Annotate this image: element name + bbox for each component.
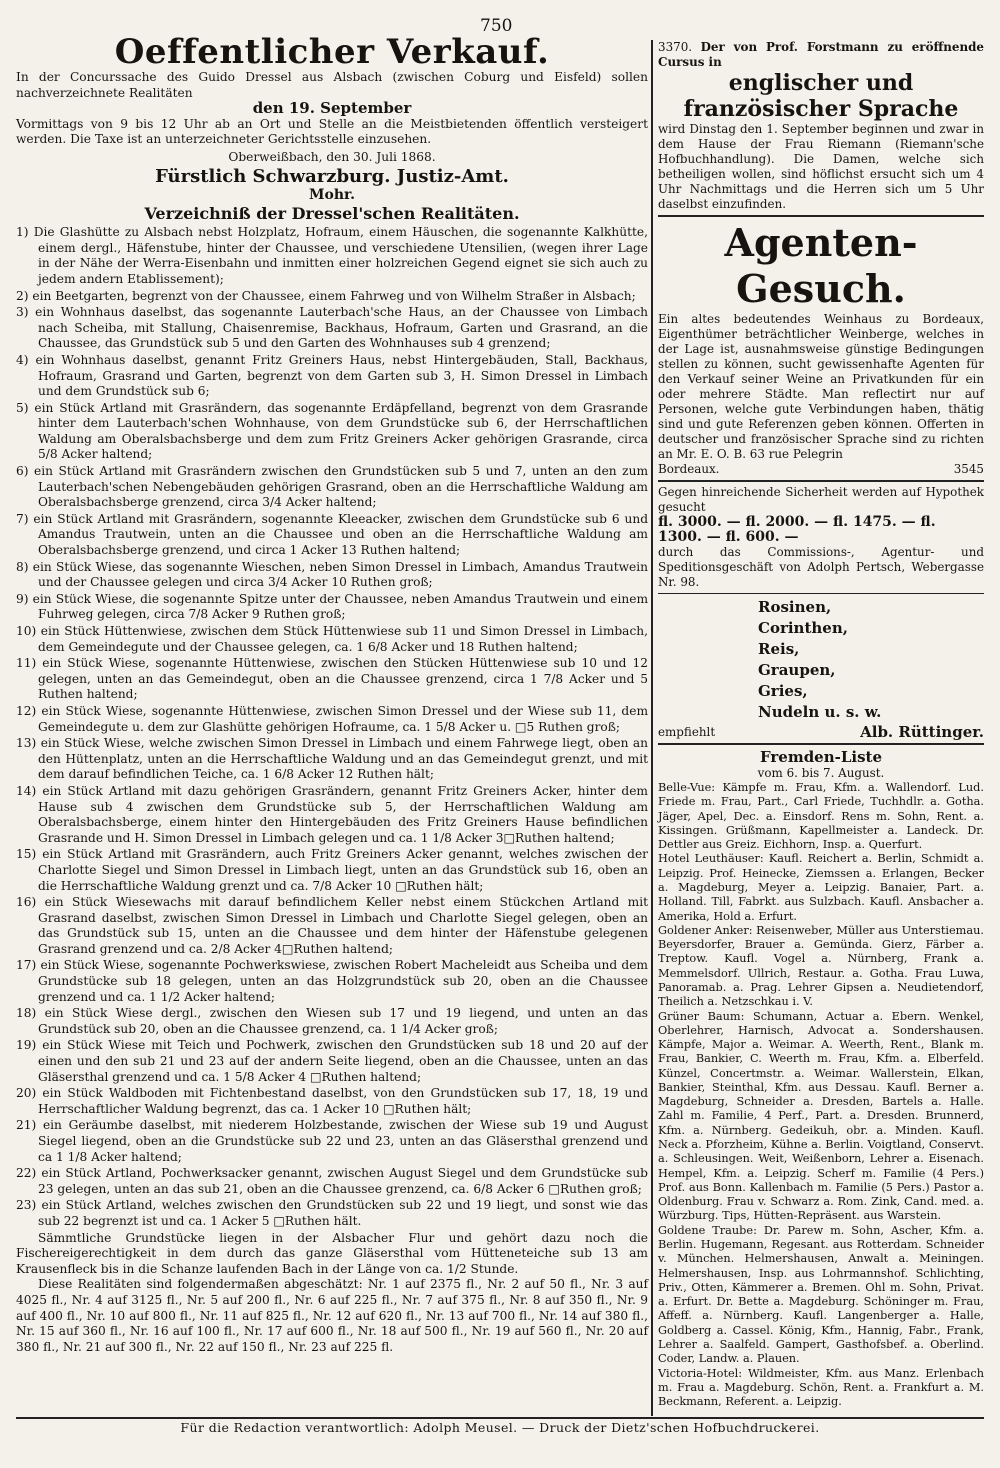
left-column (16, 34, 648, 1355)
property-item: 7) ein Stück Artland mit Grasrändern, sogenannte Kleeacker, zwischen dem Grundstücke sub 6 und Amandus Trautwein, unten an die Chaussee und oben an die Herrschaftliche Waldung am Oberalsbachsberge grenzend, und circa 1 Acker 13 Ruthen haltend; (16, 511, 648, 558)
agent-text: Ein altes bedeutendes Weinhaus zu Bordeaux, Eigenthümer beträchtlicher Weinberge, welches in der Lage ist, ausnahmsweise günstige Bedingungen stellen zu können, sucht gewissenhafte Agenten für den Verkauf seiner Weine an Privatkunden für ein oder mehrere Städte. Man reflectirt nur auf Personen, welche gute Verbindungen haben, thätig sind und gute Referenzen geben können. Offerten in deutscher und französischer Sprache sind zu richten an Mr. E. O. B. 63 rue Pelegrin (658, 312, 984, 461)
guest-entries (658, 781, 984, 1409)
course-title: englischer und französischer Sprache (683, 70, 959, 122)
property-item: 5) ein Stück Artland mit Grasrändern, das sogenannte Erdäpfelland, begrenzt von dem Grasrande hinter dem Lauterbach'schen Wohnhause, von dem Grundstücke sub 6, der Herrschaftlichen Waldung am Oberalsbachsberge und dem zum Fritz Greiners Acker gehörigen Grasrande, circa 5/8 Acker haltend; (16, 400, 648, 462)
guest-list-title: Fremden-Liste (759, 748, 883, 766)
course-notice (658, 40, 984, 212)
property-item: 12) ein Stück Wiese, sogenannte Hüttenwiese, zwischen Simon Dressel und der Wiese sub 11, dem Gemeindegute u. dem zur Glashütte gehörigen Hofraume, ca. 1 5/8 Acker u. □5 Ruthen groß; (16, 703, 648, 734)
list-title: Verzeichniß der Dressel'schen Realitäten. (144, 204, 520, 224)
authority: Fürstlich Schwarzburg. Justiz-Amt. (155, 165, 509, 187)
course-text: wird Dinstag den 1. September beginnen und zwar in dem Hause der Frau Riemann (Riemann'sche Hofbuchhandlung). Die Damen, welche sich betheiligen wollen, sind höflichst ersucht sich um 4 Uhr Nachmittags und die Herren sich um 5 Uhr daselbst einzufinden. (658, 122, 984, 211)
column-divider (651, 40, 653, 1416)
separator (658, 215, 984, 217)
property-item: 17) ein Stück Wiese, sogenannte Pochwerkswiese, zwischen Robert Macheleidt aus Scheiba und dem Grundstücke sub 18 gelegen, unten an das Holzgrundstück sub 20, oben an die Chaussee grenzend und ca. 1 1/2 Acker haltend; (16, 958, 648, 1004)
footer-rule (16, 1417, 984, 1419)
separator (658, 593, 984, 594)
goods-item: Corinthen, (758, 619, 848, 637)
mortgage-tail: durch das Commissions-, Agentur- und Speditionsgeschäft von Adolph Pertsch, Webergasse Nr. 98. (658, 545, 984, 589)
mortgage-amounts: fl. 3000. — fl. 2000. — fl. 1475. — fl. 1300. — fl. 600. — (658, 514, 936, 545)
property-item: 21) ein Geräumbe daselbst, mit niederem Holzbestande, zwischen der Wiese sub 19 und August Siegel liegend, oben an die Grundstücke sub 22 und 23, unten an das Gläsersthal grenzend und ca 1 1/8 Acker haltend; (16, 1118, 648, 1164)
guest-entry: Belle-Vue: Kämpfe m. Frau, Kfm. a. Wallendorf. Lud. Friede m. Frau, Part., Carl Friede, Tuchhdlr. a. Gotha. Jäger, Apel, Dec. a. Einsdorf. Rens m. Sohn, Rent. a. Kissingen. Grüßmann, Kapellmeister a. Landeck. Dr. Dettler aus Greiz. Eichhorn, Insp. a. Querfurt. (658, 781, 984, 852)
property-item: 13) ein Stück Wiese, welche zwischen Simon Dressel in Limbach und einem Fahrwege liegt, oben an den Hüttenplatz, unten an die Herrschaftliche Waldung und an das Gemeindegut grenzt, und mit dem darauf befindlichen Teiche, ca. 1 6/8 Acker 12 Ruthen hält; (16, 736, 648, 782)
signature: Mohr. (309, 186, 355, 203)
guest-entry: Goldene Traube: Dr. Parew m. Sohn, Ascher, Kfm. a. Berlin. Hugemann, Regesant. aus Rotterdam. Schneider v. München. Helmershausen, Anwalt a. Meiningen. Helmershausen, Insp. aus Lohrmannshof. Schlichting, Priv., Otten, Kämmerer a. Bremen. Ohl m. Sohn, Privat. a. Erfurt. Dr. Bette a. Magdeburg. Schöninger m. Frau, Affeff. a. Nürnberg. Kaufl. Langenberger a. Halle, Goldberg a. Cassel. König, Kfm., Hannig, Fabr., Frank, Lehrer a. Saalfeld. Gampert, Gasthofsbef. a. Oberlind. Coder, Landw. a. Plauen. (658, 1223, 984, 1366)
property-item: 11) ein Stück Wiese, sogenannte Hüttenwiese, zwischen den Stücken Hüttenwiese sub 10 und 12 gelegen, unten an das Gemeindegut, oben an die Chaussee grenzend, circa 1 7/8 Acker und 5 Ruthen haltend; (16, 656, 648, 702)
agent-number: 3545 (953, 462, 984, 476)
guest-entry: Victoria-Hotel: Wildmeister, Kfm. aus Manz. Erlenbach m. Frau a. Magdeburg. Schön, Rent. a. Frankfurt a. M. Beckmann, Referent. a. Leipzig. (658, 1366, 984, 1409)
course-lead: Der von Prof. Forstmann zu eröffnende Cursus in (658, 40, 984, 69)
property-item: 9) ein Stück Wiese, die sogenannte Spitze unter der Chaussee, neben Amandus Trautwein und einem Fuhrweg gelegen, circa 7/8 Acker 9 Ruthen groß; (16, 591, 648, 622)
notice-title: Oeffentlicher Verkauf. (114, 32, 550, 72)
goods-item: Gries, (758, 682, 808, 700)
property-item: 16) ein Stück Wiesewachs mit darauf befindlichem Keller nebst einem Stückchen Artland mit Grasrand daselbst, zwischen Simon Dressel in Limbach und Charlotte Siegel gelegen, oben an das Grundstück sub 15, unten an die Chaussee und dem hinter der Häfenstube gelegenen Grasrand grenzend und ca. 2/8 Acker 4□Ruthen haltend; (16, 895, 648, 956)
property-item: 1) Die Glashütte zu Alsbach nebst Holzplatz, Hofraum, einem Häuschen, die sogenannte Kalkhütte, einem dergl., Häfenstube, hinter der Chaussee, und verschiedene Utensilien, (wegen ihrer Lage in der Nähe der Werra-Eisenbahn und inmitten einer holzreichen Gegend eignet sie sich auch zu jedem andern Etablissement); (16, 225, 648, 286)
property-item: 22) ein Stück Artland, Pochwerksacker genannt, zwischen August Siegel und dem Grundstücke sub 23 gelegen, unten an das sub 21, oben an die Chaussee grenzend, ca. 6/8 Acker 6 □Ruthen groß; (16, 1166, 648, 1196)
goods-notice (658, 597, 984, 740)
goods-list (658, 597, 984, 723)
property-item: 23) ein Stück Artland, welches zwischen den Grundstücken sub 22 und 19 liegt, und sonst wie das sub 22 begrenzt ist und ca. 1 Acker 5 □Ruthen hält. (16, 1198, 648, 1228)
agent-title: Agenten-Gesuch. (724, 220, 918, 311)
property-item: 20) ein Stück Waldboden mit Fichtenbestand daselbst, von den Grundstücken sub 17, 18, 19 und Herrschaftlicher Waldung begrenzt, das ca. 1 Acker 10 □Ruthen hält; (16, 1086, 648, 1116)
mortgage-notice (658, 485, 984, 590)
property-item: 15) ein Stück Artland mit Grasrändern, auch Fritz Greiners Acker genannt, welches zwischen der Charlotte Siegel und Simon Dressel in Limbach liegt, unten an das Grundstück sub 16, oben an die Herrschaftliche Waldung grenzt und ca. 7/8 Acker 10 □Ruthen hält; (16, 847, 648, 893)
property-item: 8) ein Stück Wiese, das sogenannte Wieschen, neben Simon Dressel in Limbach, Amandus Trautwein und der Chaussee gelegen und circa 3/4 Acker 10 Ruthen groß; (16, 559, 648, 590)
auction-date: den 19. September (252, 99, 412, 118)
property-item: 18) ein Stück Wiese dergl., zwischen den Wiesen sub 17 und 19 liegend, und unten an das Grundstück sub 20, oben an die Chaussee grenzend, ca. 1 1/4 Acker groß; (16, 1006, 648, 1036)
property-item: 10) ein Stück Hüttenwiese, zwischen dem Stück Hüttenwiese sub 11 und Simon Dressel in Limbach, dem Gemeindegute und der Chaussee gelegen, ca. 1 6/8 Acker und 18 Ruthen haltend; (16, 624, 648, 654)
guest-entry: Goldener Anker: Reisenweber, Müller aus Unterstiemau. Beyersdorfer, Brauer a. Gemünda. Gierz, Färber a. Treptow. Kaufl. Vogel a. Nürnberg, Frank a. Memmelsdorf. Ullrich, Restaur. a. Gotha. Frau Luwa, Panoramab. a. Prag. Lehrer Gipsen a. Neudietendorf, Theilich a. Netzschkau i. V. (658, 923, 984, 1009)
property-list (16, 225, 648, 1229)
goods-item: Reis, (758, 640, 800, 658)
right-column (658, 40, 984, 1409)
guest-entry: Grüner Baum: Schumann, Actuar a. Ebern. Wenkel, Oberlehrer, Harnisch, Advocat a. Sondershausen. Kämpfe, Major a. Weimar. A. Weerth, Rent., Blank m. Frau, Bankier, C. Weerth m. Frau, Kfm. a. Elberfeld. Künzel, Concertmstr. a. Weimar. Wallerstein, Elkan, Bankier, Steinthal, Kfm. aus Dessau. Kaufl. Berner a. Magdeburg, Schneider a. Dresden, Bartels a. Halle. Zahl m. Familie, 4 Perf., Part. a. Dresden. Brunnerd, Kfm. a. Nürnberg. Gedeikuh, obr. a. Minden. Kaufl. Neck a. Pforzheim, Kühne a. Berlin. Voigtland, Conservt. a. Schleusingen. Weit, Weißenborn, Lehrer a. Eisenach. Hempel, Kfm. a. Leipzig. Scherf m. Familie (4 Pers.) Prof. aus Bonn. Kallenbach m. Familie (5 Pers.) Pastor a. Oldenburg. Frau v. Schwarz a. Rom. Zink, Cand. med. a. Würzburg. Tips, Hütten-Repräsent. aus Warstein. (658, 1009, 984, 1223)
separator (658, 743, 984, 745)
separator (658, 480, 984, 482)
property-item: 2) ein Beetgarten, begrenzt von der Chaussee, einem Fahrweg und von Wilhelm Straßer in Alsbach; (16, 288, 636, 303)
property-item: 19) ein Stück Wiese mit Teich und Pochwerk, zwischen den Grundstücken sub 18 und 20 auf der einen und den sub 21 und 23 auf der andern Seite liegend, oben an die Chaussee, unten an das Gläsersthal grenzend und ca. 1 5/8 Acker 4 □Ruthen haltend; (16, 1038, 648, 1084)
closing-paragraph-1: Sämmtliche Grundstücke liegen in der Alsbacher Flur und gehört dazu noch die Fischereigerechtigkeit in dem durch das ganze Gläsersthal vom Hütteneteiche sub 13 am Krausenfleck bis in die Schanze laufenden Bach in der Länge von ca. 1/2 Stunde. (16, 1230, 648, 1276)
property-item: 4) ein Wohnhaus daselbst, genannt Fritz Greiners Haus, nebst Hintergebäuden, Stall, Backhaus, Hofraum, Grasrand und Garten, begrenzt von dem Garten sub 3, H. Simon Dressel in Limbach und dem Grundstück sub 6; (16, 352, 648, 399)
goods-item: Rosinen, (758, 598, 832, 616)
agent-city: Bordeaux. (658, 462, 720, 476)
page-number: 750 (480, 16, 513, 36)
goods-recommends: empfiehlt (658, 725, 716, 739)
footer-imprint: Für die Redaction verantwortlich: Adolph Meusel. — Druck der Dietz'schen Hofbuchdruckerei. (180, 1420, 820, 1435)
goods-item: Nudeln u. s. w. (758, 703, 882, 721)
guest-entry: Hotel Leuthäuser: Kaufl. Reichert a. Berlin, Schmidt a. Leipzig. Prof. Heinecke, Ziemssen a. Erlangen, Becker a. Magdeburg, Meyer a. Leipzig. Banaier, Part. a. Holland. Till, Fabrkt. aus Sulzbach. Kaufl. Ansbacher a. Amerika, Hold a. Erfurt. (658, 852, 984, 923)
guest-list-period: vom 6. bis 7. August. (757, 766, 885, 780)
goods-item: Graupen, (758, 661, 836, 679)
agent-notice (658, 220, 984, 477)
notice-intro: In der Concurssache des Guido Dressel aus Alsbach (zwischen Coburg und Eisfeld) sollen nachverzeichnete Realitäten (16, 70, 648, 100)
guest-list (658, 748, 984, 1409)
closing-paragraph-2: Diese Realitäten sind folgendermaßen abgeschätzt: Nr. 1 auf 2375 fl., Nr. 2 auf 50 fl., Nr. 3 auf 4025 fl., Nr. 4 auf 3125 fl., Nr. 5 auf 200 fl., Nr. 6 auf 225 fl., Nr. 7 auf 375 fl., Nr. 8 auf 350 fl., Nr. 9 auf 400 fl., Nr. 10 auf 800 fl., Nr. 11 auf 825 fl., Nr. 12 auf 620 fl., Nr. 13 auf 700 fl., Nr. 14 auf 380 fl., Nr. 15 auf 360 fl., Nr. 16 auf 100 fl., Nr. 17 auf 600 fl., Nr. 18 auf 500 fl., Nr. 19 auf 560 fl., Nr. 20 auf 380 fl., Nr. 21 auf 300 fl., Nr. 22 auf 150 fl., Nr. 23 auf 225 fl. (16, 1277, 648, 1354)
place-date: Oberweißbach, den 30. Juli 1868. (228, 149, 436, 164)
property-item: 3) ein Wohnhaus daselbst, das sogenannte Lauterbach'sche Haus, an der Chaussee von Limbach nach Scheiba, mit Stallung, Chaisenremise, Backhaus, Hofraum, Garten und Grasrand, an die Chaussee, das Grundstück sub 5 und den Garten des Wohnhauses sub 4 grenzend; (16, 305, 648, 351)
mortgage-lead: Gegen hinreichende Sicherheit werden auf Hypothek gesucht (658, 485, 984, 514)
property-item: 14) ein Stück Artland mit dazu gehörigen Grasrändern, genannt Fritz Greiners Acker, hinter dem Hause sub 4 zwischen dem Grundstücke sub 5, der Herrschaftlichen Waldung am Oberalsbachsberge, einem hinter den Hintergebäuden des Fritz Greiners Hause befindlichen Grasrande und H. Simon Dressel in Limbach gelegen und ca. 1 1/8 Acker 3□Ruthen haltend; (16, 783, 648, 845)
goods-merchant: Alb. Rüttinger. (860, 723, 984, 741)
auction-details: Vormittags von 9 bis 12 Uhr ab an Ort und Stelle an die Meistbietenden öffentlich versteigert werden. Die Taxe ist an unterzeichneter Gerichtsstelle einzusehen. (16, 116, 648, 147)
property-item: 6) ein Stück Artland mit Grasrändern zwischen den Grundstücken sub 5 und 7, unten an den zum Lauterbach'schen Nebengebäuden gehörigen Grasrand, oben an die Herrschaftliche Waldung am Oberalsbachsberge grenzend, circa 3/4 Acker haltend; (16, 464, 648, 510)
course-number: 3370. (658, 40, 693, 54)
